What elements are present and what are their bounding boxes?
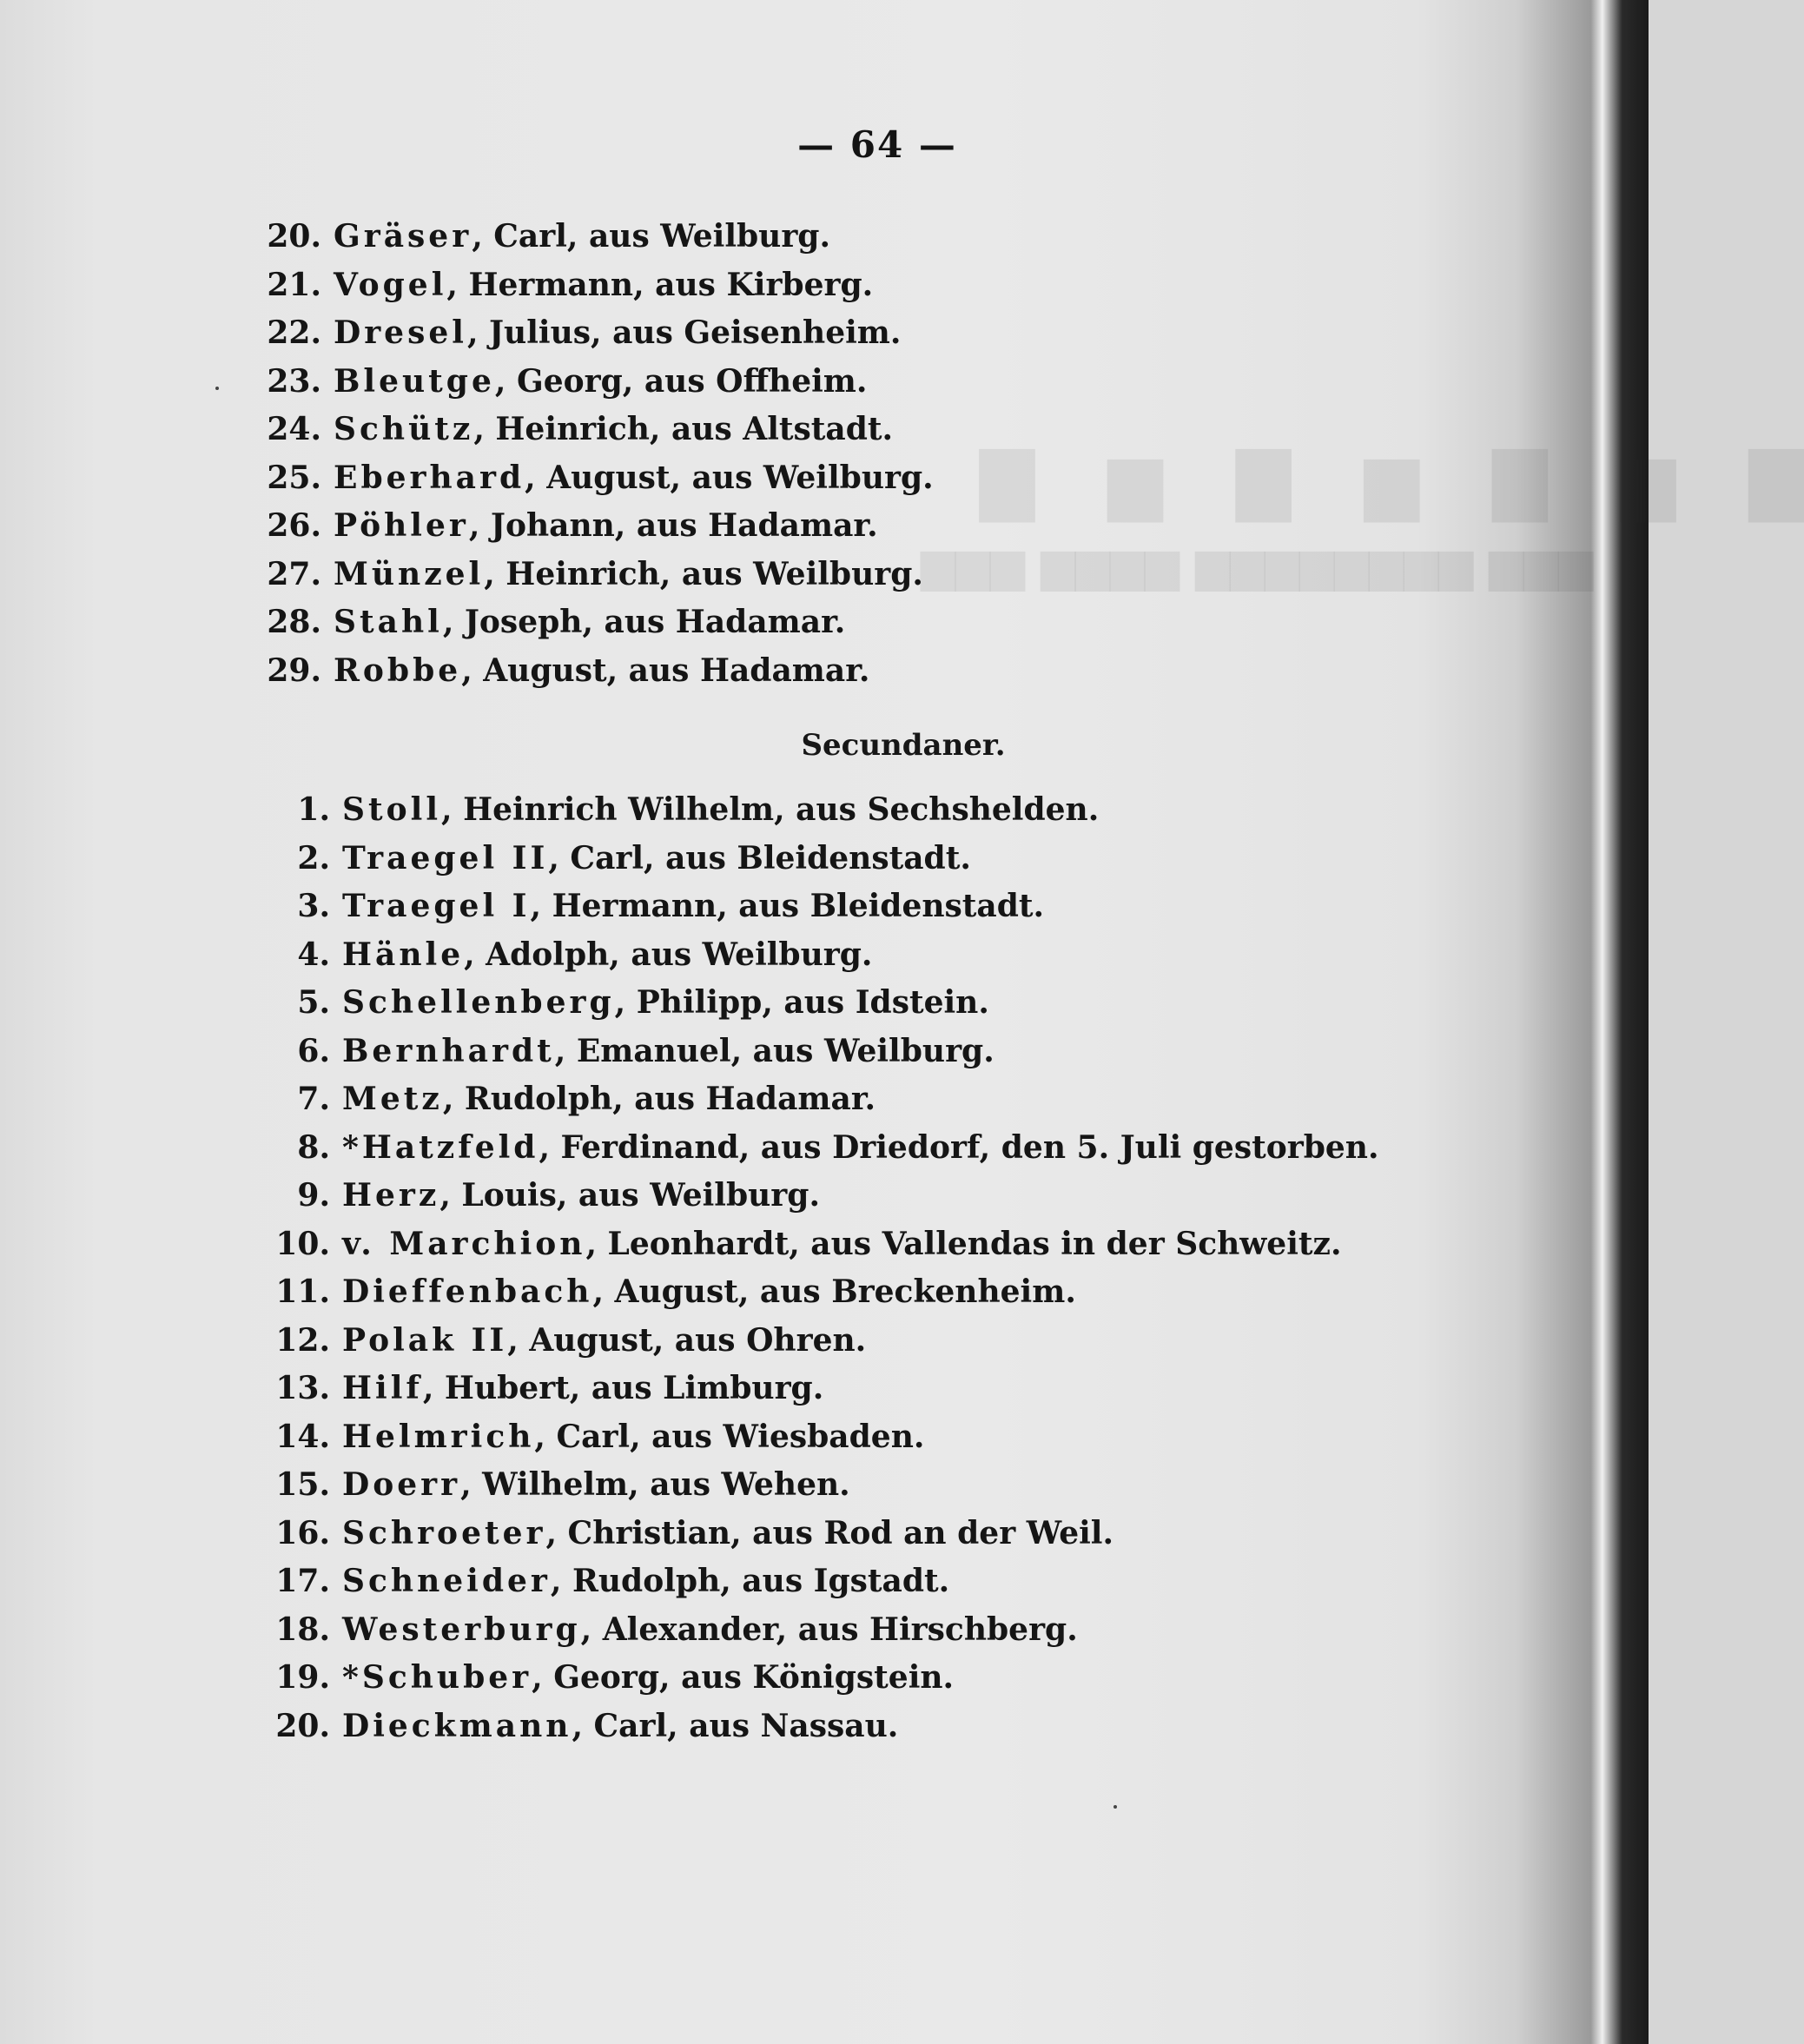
entry-number: 4. xyxy=(297,936,330,973)
entry-surname: Schütz xyxy=(334,411,474,447)
entry-number: 18. xyxy=(275,1611,330,1648)
entry-number: 28. xyxy=(267,604,321,640)
entry-number: 1. xyxy=(297,791,330,828)
entry-surname: v. Marchion xyxy=(342,1225,586,1262)
list-item xyxy=(243,1413,1378,1462)
entry-surname: Schneider xyxy=(342,1563,551,1599)
entry-number: 20. xyxy=(275,1707,330,1744)
entry-details: , Joseph, aus Hadamar. xyxy=(442,604,846,640)
entry-details: , Emanuel, aus Weilburg. xyxy=(554,1032,995,1069)
entry-number: 21. xyxy=(267,266,321,303)
show-through-heading: ▇ ▆ ▇ ▆ ▇ ▆ ▇ xyxy=(955,439,1804,522)
entry-surname: Polak II xyxy=(342,1321,508,1359)
entry-number: 14. xyxy=(275,1418,330,1455)
entry-number: 3. xyxy=(297,888,330,924)
entry-details: , August, aus Weilburg. xyxy=(525,459,934,496)
list-item xyxy=(243,883,1378,931)
entry-number: 29. xyxy=(267,652,321,689)
entry-number: 10. xyxy=(275,1225,330,1262)
entry-number: 24. xyxy=(267,411,321,447)
entry-details: , August, aus Ohren. xyxy=(507,1321,867,1359)
entry-number: 13. xyxy=(275,1370,330,1406)
list-item xyxy=(243,213,934,261)
entry-number: 9. xyxy=(297,1177,330,1214)
entry-surname: Schroeter xyxy=(342,1514,546,1551)
entry-surname: Traegel II xyxy=(342,839,549,876)
list-item xyxy=(243,1172,1378,1220)
entry-details: , Hermann, aus Bleidenstadt. xyxy=(530,888,1045,924)
entry-number: 26. xyxy=(267,507,321,544)
entry-surname: Stahl xyxy=(334,604,443,640)
entry-surname: Bleutge xyxy=(334,362,495,400)
list-item xyxy=(243,309,934,358)
print-speck xyxy=(215,387,219,390)
list-item xyxy=(243,931,1378,980)
entry-surname: Schellenberg xyxy=(342,984,615,1021)
entry-surname: Bernhardt xyxy=(342,1032,555,1069)
entry-details: , Carl, aus Nassau. xyxy=(572,1707,899,1744)
list-item xyxy=(243,1028,1378,1076)
entry-details: , Leonhardt, aus Vallendas in der Schweitz. xyxy=(585,1225,1342,1262)
entry-details: , August, aus Breckenheim. xyxy=(592,1273,1076,1310)
entry-details: , Rudolph, aus Hadamar. xyxy=(442,1081,876,1117)
entry-number: 22. xyxy=(267,314,321,351)
entry-surname: Helmrich xyxy=(342,1418,535,1455)
entry-details: , Johann, aus Hadamar. xyxy=(468,507,878,544)
entry-surname: Dresel xyxy=(334,314,467,351)
entry-details: , Ferdinand, aus Driedorf, den 5. Juli gestorben. xyxy=(539,1128,1379,1166)
entry-details: , Philipp, aus Idstein. xyxy=(614,984,989,1021)
list-item xyxy=(243,454,934,503)
entry-details: , Carl, aus Bleidenstadt. xyxy=(548,839,971,876)
entry-details: , Georg, aus Offheim. xyxy=(494,362,868,400)
list-item xyxy=(243,1220,1378,1269)
list-item xyxy=(243,1268,1378,1317)
entry-details: , Wilhelm, aus Wehen. xyxy=(460,1466,850,1503)
entry-number: 16. xyxy=(275,1514,330,1551)
list-item xyxy=(243,358,934,407)
entry-surname: Metz xyxy=(342,1081,443,1117)
entry-details: , Heinrich Wilhelm, aus Sechshelden. xyxy=(441,791,1100,828)
entry-surname: Hilf xyxy=(342,1370,423,1406)
print-speck xyxy=(1113,1805,1117,1809)
list-item xyxy=(243,1703,1378,1751)
page-number: — 64 — xyxy=(797,123,957,166)
list-item xyxy=(243,1654,1378,1703)
entry-number: 27. xyxy=(267,555,321,592)
student-list-secundaner xyxy=(243,786,1378,1750)
entry-surname: Westerburg xyxy=(342,1611,581,1648)
entry-surname: Eberhard xyxy=(334,459,525,496)
list-item xyxy=(243,1124,1378,1173)
entry-details: , Georg, aus Königstein. xyxy=(532,1659,955,1696)
entry-surname: Doerr xyxy=(342,1466,461,1503)
list-item xyxy=(243,835,1378,883)
entry-surname: Hänle xyxy=(342,936,465,973)
entry-number: 23. xyxy=(267,362,321,400)
list-item xyxy=(243,647,934,696)
student-list-primaner xyxy=(243,213,934,695)
entry-number: 20. xyxy=(267,218,321,255)
entry-number: 5. xyxy=(297,984,330,1021)
entry-surname: Pöhler xyxy=(334,507,469,544)
list-item xyxy=(243,1365,1378,1413)
list-item xyxy=(243,979,1378,1028)
entry-surname: *Schuber xyxy=(342,1659,532,1696)
list-item xyxy=(243,1510,1378,1558)
entry-number: 7. xyxy=(297,1081,330,1117)
entry-details: , Julius, aus Geisenheim. xyxy=(466,314,902,351)
entry-details: , Alexander, aus Hirschberg. xyxy=(580,1611,1078,1648)
entry-number: 19. xyxy=(275,1659,330,1696)
entry-surname: Münzel xyxy=(334,555,485,592)
entry-surname: Stoll xyxy=(342,791,441,828)
entry-details: , Hermann, aus Kirberg. xyxy=(446,266,874,303)
list-item xyxy=(243,261,934,310)
entry-number: 6. xyxy=(297,1032,330,1069)
entry-details: , Hubert, aus Limburg. xyxy=(422,1370,824,1406)
list-item xyxy=(243,1317,1378,1366)
entry-details: , Adolph, aus Weilburg. xyxy=(464,936,873,973)
entry-surname: Robbe xyxy=(334,652,462,689)
list-item xyxy=(243,502,934,551)
entry-number: 15. xyxy=(275,1466,330,1503)
entry-number: 25. xyxy=(267,459,321,496)
entry-number: 12. xyxy=(275,1321,330,1359)
entry-details: , Rudolph, aus Igstadt. xyxy=(550,1563,950,1599)
entry-surname: Herz xyxy=(342,1177,440,1214)
entry-details: , Louis, aus Weilburg. xyxy=(439,1177,820,1214)
entry-details: , Christian, aus Rod an der Weil. xyxy=(545,1514,1113,1551)
entry-surname: *Hatzfeld xyxy=(342,1128,539,1166)
entry-number: 17. xyxy=(275,1563,330,1599)
list-item xyxy=(243,1075,1378,1124)
entry-details: , Heinrich, aus Weilburg. xyxy=(484,555,923,592)
list-item xyxy=(243,1558,1378,1606)
entry-surname: Dieffenbach xyxy=(342,1273,593,1310)
entry-details: , Carl, aus Wiesbaden. xyxy=(534,1418,925,1455)
list-item xyxy=(243,1606,1378,1655)
entry-surname: Dieckmann xyxy=(342,1707,572,1744)
entry-surname: Traegel I xyxy=(342,888,531,924)
entry-details: , Heinrich, aus Altstadt. xyxy=(473,411,894,447)
entry-surname: Gräser xyxy=(334,218,472,255)
entry-surname: Vogel xyxy=(334,266,447,303)
list-item xyxy=(243,406,934,454)
show-through-subheading: ▆▆▆ ▆▆▆▆▆▆▆▆ ▆▆▆▆ ▆▆▆ xyxy=(921,539,1594,592)
entry-number: 2. xyxy=(297,839,330,876)
entry-number: 8. xyxy=(297,1128,330,1166)
entry-details: , August, aus Hadamar. xyxy=(461,652,870,689)
section-heading-secundaner: Secundaner. xyxy=(801,728,1006,763)
entry-number: 11. xyxy=(275,1273,330,1310)
list-item xyxy=(243,1461,1378,1510)
list-item xyxy=(243,599,934,647)
entry-details: , Carl, aus Weilburg. xyxy=(472,218,831,255)
list-item xyxy=(243,786,1378,835)
list-item xyxy=(243,551,934,599)
